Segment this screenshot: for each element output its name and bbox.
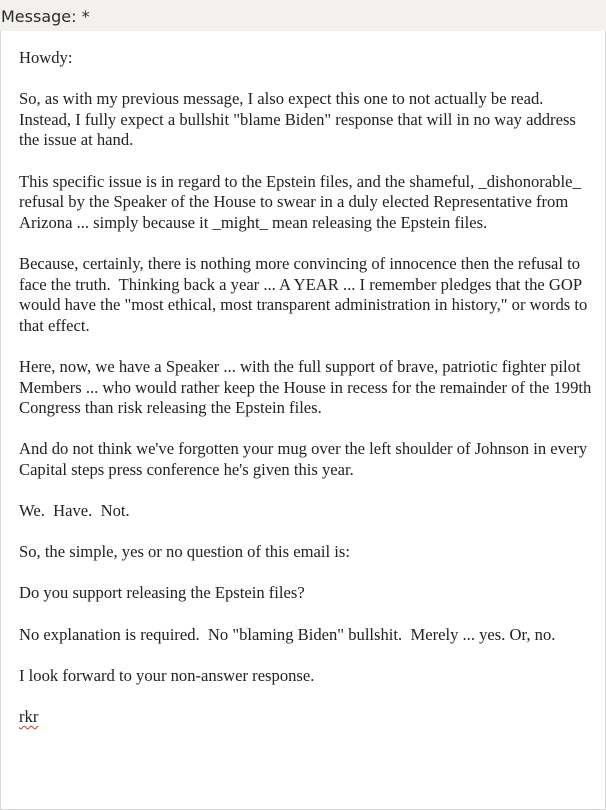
required-marker: * bbox=[81, 7, 90, 26]
message-signature-line bbox=[19, 707, 595, 728]
message-paragraph: Howdy: bbox=[19, 48, 73, 67]
message-paragraph: And do not think we've forgotten your mug over the left shoulder of Johnson in every Capital steps press conference he's given this year. bbox=[19, 439, 592, 479]
message-paragraph: This specific issue is in regard to the Epstein files, and the shameful, _dishonorable_ refusal by the Speaker of the House to swear in a duly elected Representative from Arizona ... simply because it _might_ mean releasing the Epstein files. bbox=[19, 171, 590, 232]
message-signature: rkr bbox=[19, 707, 39, 726]
message-paragraph: I look forward to your non-answer response. bbox=[19, 665, 315, 685]
message-paragraph: Because, certainly, there is nothing more convincing of innocence then the refusal to face the truth. Thinking back a year ... A YEAR ... I remember pledges that the GOP would have the "most ethical, most transparent administration in history," or words to that effect. bbox=[19, 253, 592, 335]
message-body[interactable] bbox=[19, 48, 595, 728]
message-paragraph: No explanation is required. No "blaming Biden" bullshit. Merely ... yes. Or, no. bbox=[19, 624, 556, 644]
message-paragraph: So, as with my previous message, I also expect this one to not actually be read. Instead, I fully expect a bullshit "blame Biden" response that will in no way address the issue at hand. bbox=[19, 89, 581, 150]
message-paragraph: Do you support releasing the Epstein files? bbox=[19, 583, 305, 603]
message-paragraph: So, the simple, yes or no question of this email is: bbox=[19, 542, 350, 562]
message-paragraph: Here, now, we have a Speaker ... with the full support of brave, patriotic fighter pilot Members ... who would rather keep the House in recess for the remainder of the 199th Congress than risk releasing the Epstein files. bbox=[19, 356, 596, 418]
message-textarea[interactable] bbox=[0, 31, 606, 810]
message-label-text: Message: bbox=[1, 7, 77, 26]
message-field-label bbox=[0, 0, 606, 31]
message-paragraph: We. Have. Not. bbox=[19, 501, 130, 521]
